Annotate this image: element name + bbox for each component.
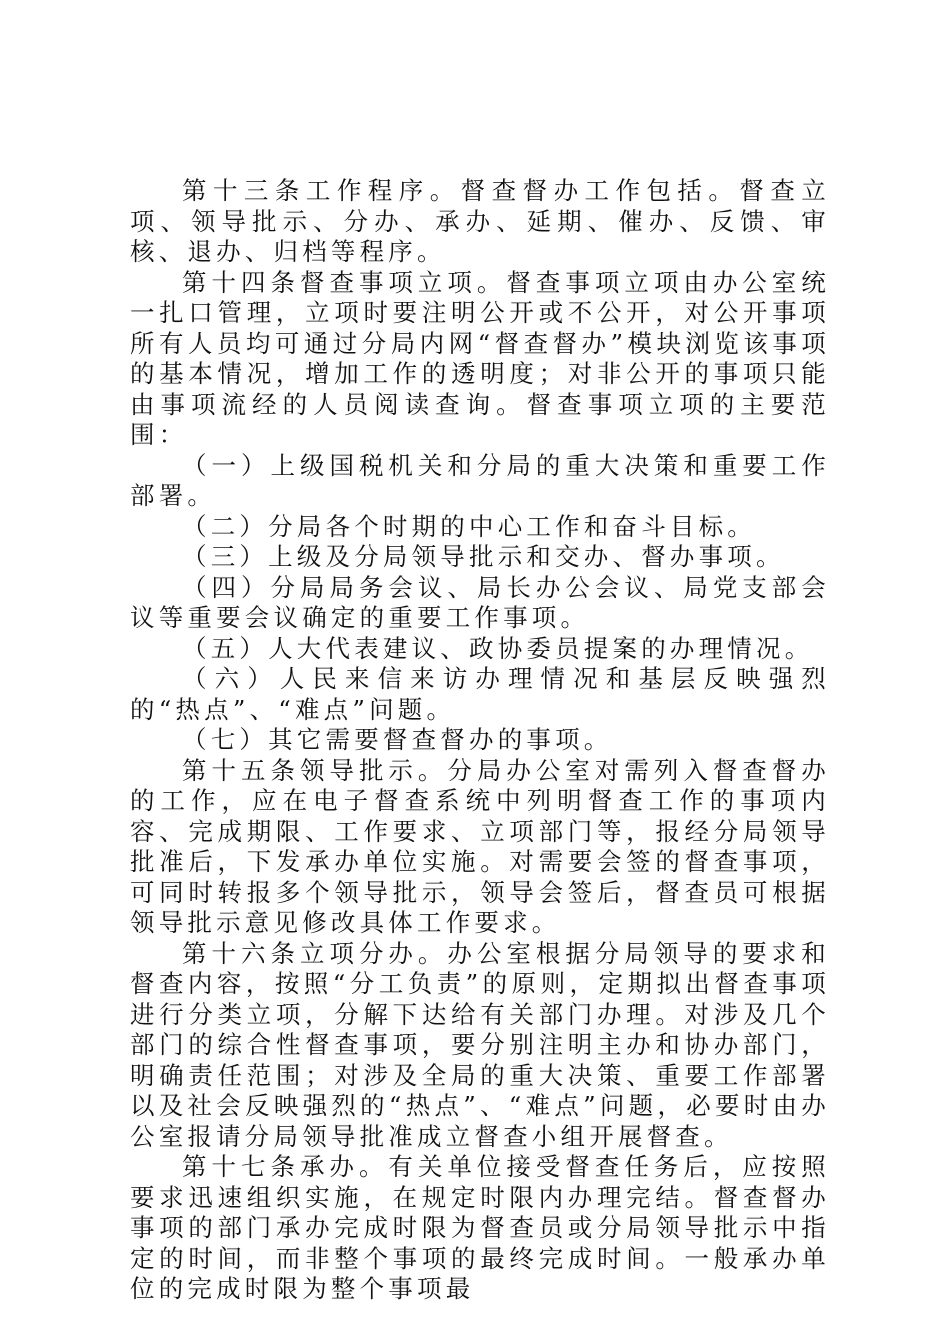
article-15: 第十五条领导批示。分局办公室对需列入督查督办的工作，应在电子督查系统中列明督查工作的事项内容、完成期限、工作要求、立项部门等，报经分局领导批准后，下发承办单位实施。对需要会签的督查事项，可同时转报多个领导批示，领导会签后，督查员可根据领导批示意见修改具体工作要求。 [130,755,830,937]
scope-item-5: （五）人大代表建议、政协委员提案的办理情况。 [182,633,814,663]
scope-item-1: （一）上级国税机关和分局的重大决策和重要工作部署。 [130,450,830,510]
scope-item-2: （二）分局各个时期的中心工作和奋斗目标。 [182,511,756,541]
scope-item-7: （七）其它需要督查督办的事项。 [182,725,613,754]
article-16: 第十六条立项分办。办公室根据分局领导的要求和督查内容，按照“分工负责”的原则，定期拟出督查事项进行分类立项，分解下达给有关部门办理。对涉及几个部门的综合性督查事项，要分别注明主办和协办部门，明确责任范围；对涉及全局的重大决策、重要工作部署以及社会反映强烈的“热点”、“难点”问题，必要时由办公室报请分局领导批准成立督查小组开展督查。 [130,938,830,1151]
article-17: 第十七条承办。有关单位接受督查任务后，应按照要求迅速组织实施，在规定时限内办理完结。督查督办事项的部门承办完成时限为督查员或分局领导批示中指定的时间，而非整个事项的最终完成时间。一般承办单位的完成时限为整个事项最 [130,1152,830,1303]
scope-item-3: （三）上级及分局领导批示和交办、督办事项。 [182,542,785,571]
document-page [130,176,830,1305]
scope-item-4: （四）分局局务会议、局长办公会议、局党支部会议等重要会议确定的重要工作事项。 [130,572,830,632]
article-14: 第十四条督查事项立项。督查事项立项由办公室统一扎口管理，立项时要注明公开或不公开，对公开事项所有人员均可通过分局内网“督查督办”模块浏览该事项的基本情况，增加工作的透明度；对非公开的事项只能由事项流经的人员阅读查询。督查事项立项的主要范围： [130,267,830,449]
article-13: 第十三条工作程序。督查督办工作包括。督查立项、领导批示、分办、承办、延期、催办、反馈、审核、退办、归档等程序。 [130,176,830,266]
scope-item-6: （六）人民来信来访办理情况和基层反映强烈的“热点”、“难点”问题。 [130,664,830,724]
